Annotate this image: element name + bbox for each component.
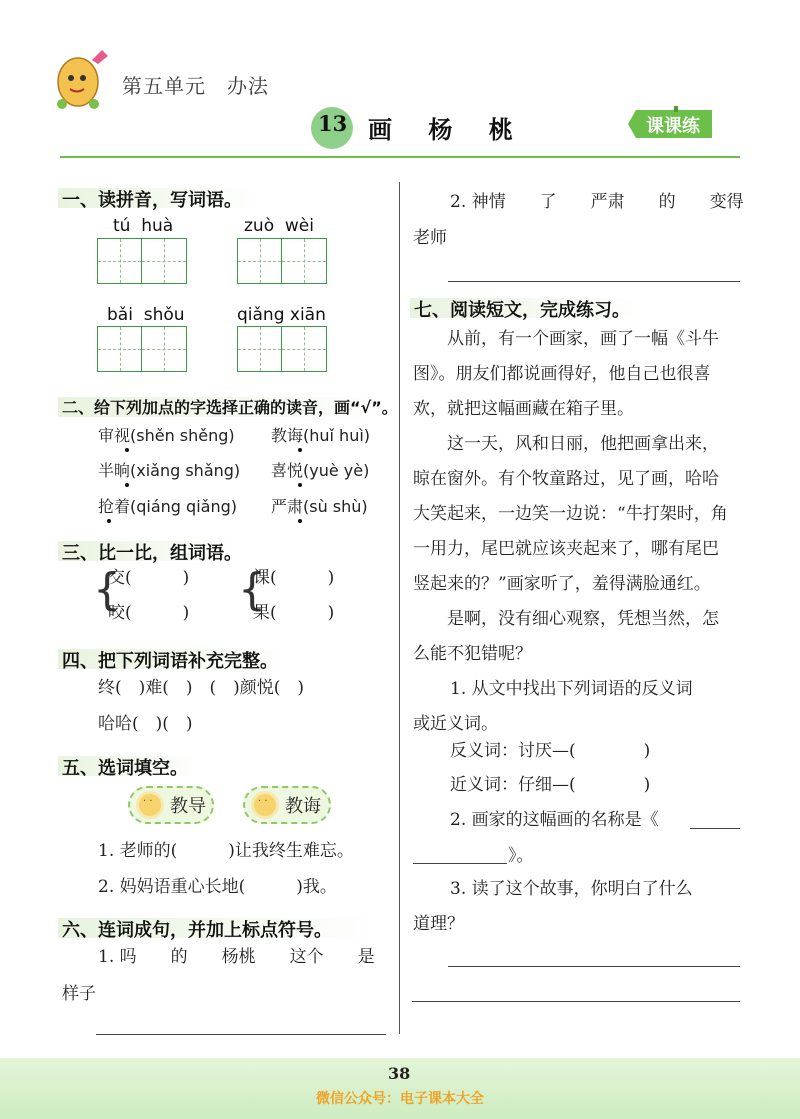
sec7-q3-cont: 道理？ <box>413 914 464 934</box>
sec2-item-6[interactable]: 严肃(sù shù) <box>271 497 368 516</box>
sec4-line-1[interactable]: 终( )难( ) ( )颜悦( ) <box>98 678 305 698</box>
sec4-line-2[interactable]: 哈哈( )( ) <box>98 714 193 734</box>
sec4-title: 四、把下列词语补充完整。 <box>62 651 278 672</box>
char-grid-2[interactable] <box>237 238 327 284</box>
sec7-q3: 3. 读了这个故事，你明白了什么 <box>450 879 693 899</box>
watermark-text: 微信公众号：电子课本大全 <box>316 1091 484 1107</box>
sec7-q2-cont: 》。 <box>508 846 534 866</box>
sec2-item-3[interactable]: 半晌(xiǎng shǎng) <box>98 461 241 480</box>
word-choice-1-label: 教导 <box>170 796 206 817</box>
word-choice-2 <box>243 786 331 824</box>
sec5-q1[interactable]: 1. 老师的( )让我终生难忘。 <box>98 841 354 861</box>
passage-line: 晾在窗外。有个牧童路过，见了画，哈哈 <box>413 469 719 489</box>
sec6-q2-answer-line[interactable] <box>448 281 740 282</box>
mascot-icon <box>52 46 112 110</box>
sec3-item-3[interactable]: 课( ) <box>253 568 335 588</box>
brace: { <box>238 564 266 615</box>
emphasis-dot <box>107 519 111 523</box>
sec6-q2-words-cont: 老师 <box>413 228 447 248</box>
sec1-title: 一、读拼音，写词语。 <box>62 190 242 211</box>
emphasis-dot <box>125 483 129 487</box>
emphasis-dot <box>298 448 302 452</box>
lesson-number: 13 <box>318 111 348 136</box>
sec7-title: 七、阅读短文，完成练习。 <box>414 300 630 321</box>
sec2-item-1[interactable]: 审视(shěn shěng) <box>98 426 235 445</box>
sec7-q3-answer-line-2[interactable] <box>412 1001 740 1002</box>
flower-icon <box>251 791 279 819</box>
passage-line: 是啊，没有细心观察，凭想当然，怎 <box>413 609 719 629</box>
passage-line: 图》。朋友们都说画得好，他自己也很喜 <box>413 364 711 384</box>
pinyin-3: bǎi shǒu <box>107 305 185 325</box>
emphasis-dot <box>298 483 302 487</box>
passage-line: 欢，就把这幅画藏在箱子里。 <box>413 399 634 419</box>
sec6-q1-answer-line[interactable] <box>96 1034 386 1035</box>
lesson-title: 画 杨 桃 <box>368 115 527 144</box>
passage-line: 这一天，风和日丽，他把画拿出来， <box>413 434 719 454</box>
signpost-label: 课课练 <box>646 116 700 137</box>
char-grid-4[interactable] <box>237 326 327 372</box>
sec7-q1: 1. 从文中找出下列词语的反义词 <box>450 679 693 699</box>
char-grid-3[interactable] <box>97 326 187 372</box>
pinyin-4: qiǎng xiān <box>237 305 326 325</box>
sec6-title: 六、连词成句，并加上标点符号。 <box>62 920 332 941</box>
sec2-item-2[interactable]: 教诲(huǐ huì) <box>271 426 371 445</box>
sec3-item-2[interactable]: 咬( ) <box>108 603 190 623</box>
sec7-q2: 2. 画家的这幅画的名称是《 <box>450 810 659 830</box>
signpost-badge <box>626 106 718 142</box>
sec7-antonym[interactable]: 反义词：讨厌—( ) <box>450 741 651 761</box>
emphasis-dot <box>125 448 129 452</box>
char-grid-1[interactable] <box>97 238 187 284</box>
word-choice-2-label: 教诲 <box>285 796 321 817</box>
passage-line: 大笑起来，一边笑一边说：“牛打架时，角 <box>413 504 728 524</box>
passage-line: 从前，有一个画家，画了一幅《斗牛 <box>413 329 719 349</box>
passage-line: 么能不犯错呢？ <box>413 644 532 664</box>
sec6-q1-words: 1. 吗 的 杨桃 这个 是 <box>98 947 375 967</box>
sec7-q1-cont: 或近义词。 <box>413 714 498 734</box>
sec7-q2-answer-line-2[interactable] <box>413 863 507 864</box>
sec3-item-4[interactable]: 果( ) <box>253 603 335 623</box>
emphasis-dot <box>298 519 302 523</box>
brace: { <box>93 564 121 615</box>
sec2-item-5[interactable]: 抢着(qiáng qiǎng) <box>98 497 237 516</box>
sec3-title: 三、比一比，组词语。 <box>62 543 242 564</box>
pinyin-2: zuò wèi <box>244 216 314 236</box>
passage-line: 一用力，尾巴就应该夹起来了，哪有尾巴 <box>413 539 719 559</box>
sec7-q3-answer-line-1[interactable] <box>448 966 740 967</box>
sec2-item-4[interactable]: 喜悦(yuè yè) <box>271 461 370 480</box>
unit-title: 第五单元 办法 <box>122 74 269 98</box>
sec7-synonym[interactable]: 近义词：仔细—( ) <box>450 775 651 795</box>
column-divider <box>399 182 400 1034</box>
pinyin-1: tú huà <box>113 216 174 236</box>
word-choice-1 <box>128 786 214 824</box>
flower-icon <box>136 791 164 819</box>
sec6-q2-words: 2. 神情 了 严肃 的 变得 <box>450 192 744 212</box>
sec5-q2[interactable]: 2. 妈妈语重心长地( )我。 <box>98 877 337 897</box>
sec3-item-1[interactable]: 交( ) <box>108 568 190 588</box>
sec2-title: 二、给下列加点的字选择正确的读音，画“√”。 <box>62 398 398 417</box>
page-number: 38 <box>388 1064 411 1083</box>
sec5-title: 五、选词填空。 <box>62 758 188 779</box>
sec7-q2-answer-line-1[interactable] <box>690 828 740 829</box>
passage-line: 竖起来的？”画家听了，羞得满脸通红。 <box>413 574 711 594</box>
sec6-q1-words-cont: 样子 <box>62 984 96 1004</box>
header-rule <box>60 156 740 158</box>
